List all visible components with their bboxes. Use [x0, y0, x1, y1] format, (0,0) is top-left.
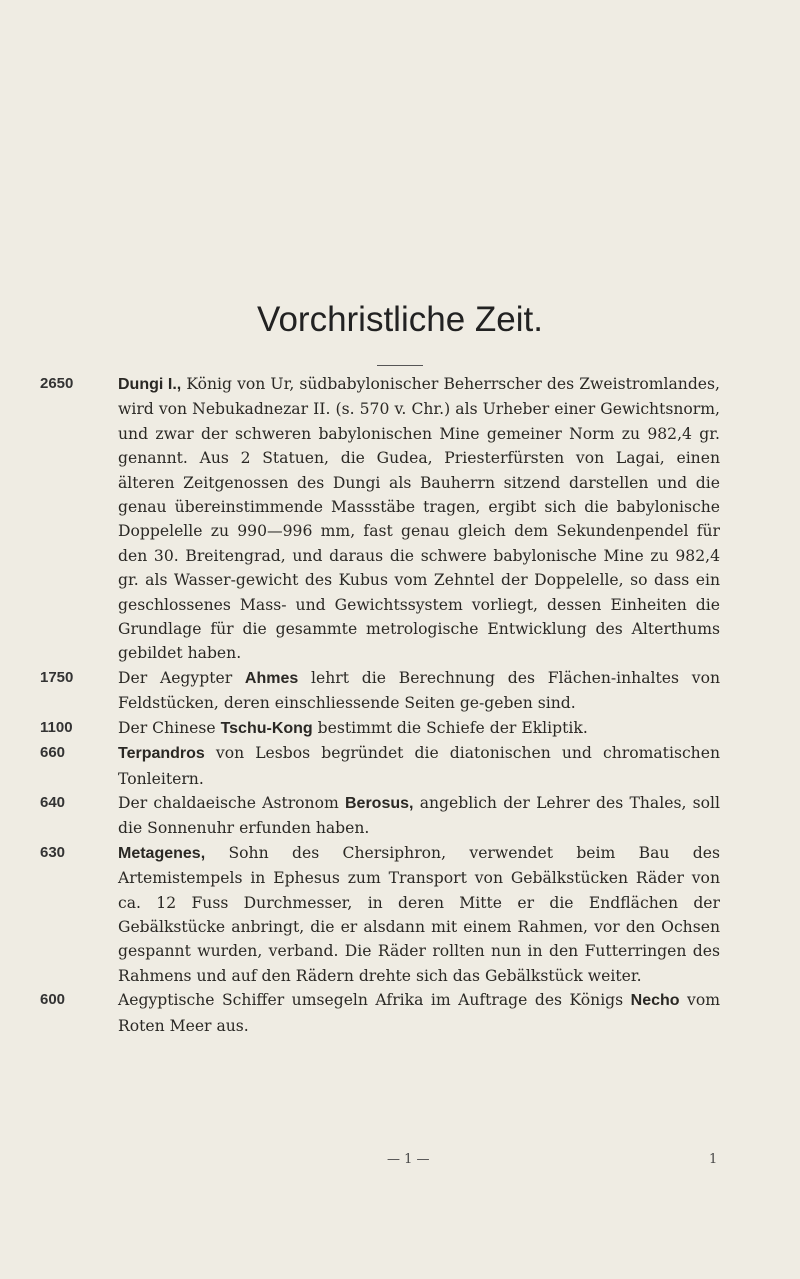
entry-name: Ahmes — [244, 669, 299, 687]
entry-600 — [40, 988, 720, 1038]
entry-year: 1100 — [40, 718, 73, 736]
entry-pre: Aegyptische Schiffer umsegeln Afrika im Auftrage des Königs — [118, 991, 631, 1010]
entry-pre: Der Aegypter — [118, 668, 245, 687]
entry-text: lehrt die Berechnung des Flächen-inhaltes von Feldstücken, deren einschliessende Seiten ge-geben sind. — [118, 668, 721, 713]
entry-year: 600 — [40, 991, 66, 1009]
entry-year: 660 — [40, 744, 66, 762]
chronology-entries — [40, 372, 720, 1038]
entry-630 — [40, 841, 720, 988]
entry-name: Tschu-Kong — [220, 719, 313, 737]
entry-name: Terpandros — [118, 745, 205, 763]
entry-text: bestimmt die Schiefe der Ekliptik. — [312, 718, 588, 737]
page-title: Vorchristliche Zeit. — [257, 300, 543, 339]
page-number: — 1 — — [387, 1152, 430, 1167]
entry-1750 — [40, 666, 720, 716]
entry-text: Sohn des Chersiphron, verwendet beim Bau des Artemistempels in Ephesus zum Transport von Gebälkstücken Räder von ca. 12 Fuss Durchmesser, in deren Mitte er die Endflächen der Gebälkstücke anbringt, die er alsdann mit einem Rahmen, vor den Ochsen gespannt wurden, verband. Die Räder rollten nun in den Futterringen des Rahmens und auf den Rädern drehte sich das Gebälkstück weiter. — [118, 843, 720, 985]
title-divider — [377, 365, 423, 366]
entry-text: von Lesbos begründet die diatonischen und chromatischen Tonleitern. — [118, 744, 720, 788]
entry-year: 2650 — [40, 375, 74, 392]
entry-text: König von Ur, südbabylonischer Beherrscher des Zweistromlandes, wird von Nebukadnezar II. (s. 570 v. Chr.) als Urheber einer Gewichtsnorm, und zwar der schweren babylonischen Mine gemeiner Norm zu 982,4 gr. genannt. Aus 2 Statuen, die Gudea, Priesterfürsten von Lagai, einen älteren Zeitgenossen des Dungi als Bauherrn sitzend darstellen und die genau übereinstimmende Massstäbe tragen, ergibt sich die babylonische Doppelelle zu 990—996 mm, fast genau gleich dem Sekundenpendel für den 30. Breitengrad, und daraus die schwere babylonische Mine zu 982,4 gr. als Wasser-gewicht des Kubus vom Zehntel der Doppelelle, so dass ein geschlossenes Mass- und Gewichtssystem vorliegt, dessen Einheiten die Grundlage für die gesammte metrologische Entwicklung des Alterthums gebildet haben. — [118, 375, 720, 663]
entry-660 — [40, 741, 720, 791]
entry-year: 1750 — [40, 668, 74, 686]
entry-name: Necho — [630, 992, 680, 1010]
entry-text: angeblich der Lehrer des Thales, soll die Sonnenuhr erfunden haben. — [118, 793, 720, 838]
entry-name: Berosus, — [345, 794, 414, 812]
entry-pre: Der chaldaeische Astronom — [118, 793, 345, 812]
entry-year: 640 — [40, 793, 66, 811]
entry-1100 — [40, 716, 720, 741]
entry-2650 — [40, 372, 720, 666]
entry-pre: Der Chinese — [118, 718, 221, 737]
entry-text: vom Roten Meer aus. — [118, 991, 720, 1035]
entry-name: Metagenes, — [118, 844, 206, 862]
entry-640 — [40, 791, 720, 841]
entry-name: Dungi I., — [118, 376, 182, 393]
entry-year: 630 — [40, 843, 66, 861]
signature-mark: 1 — [709, 1152, 718, 1167]
